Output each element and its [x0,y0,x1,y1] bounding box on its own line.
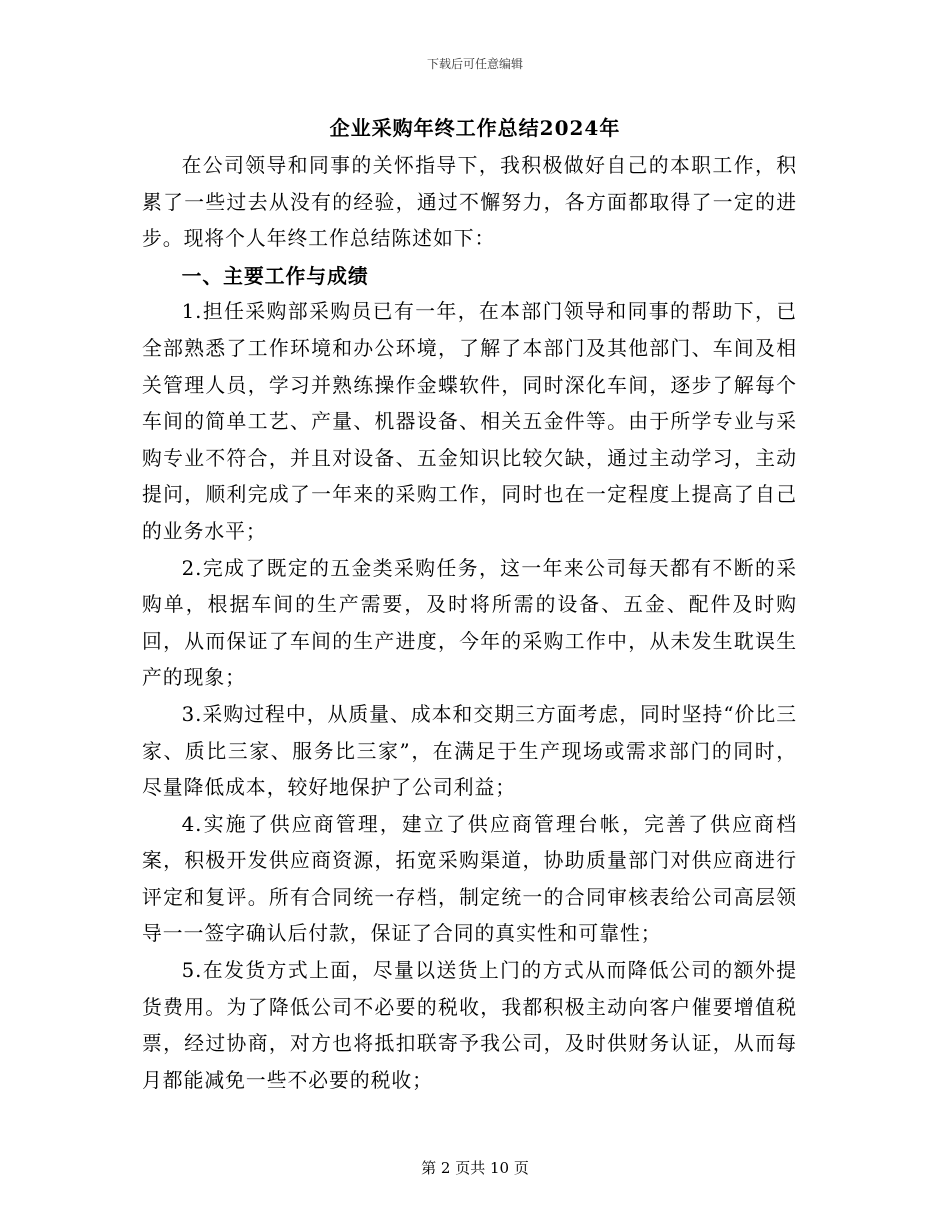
list-item: 3.采购过程中，从质量、成本和交期三方面考虑，同时坚持“价比三家、质比三家、服务比三家”，在满足于生产现场或需求部门的同时，尽量降低成本，较好地保护了公司利益； [142,702,797,800]
list-item: 4.实施了供应商管理，建立了供应商管理台帐，完善了供应商档案，积极开发供应商资源，拓宽采购渠道，协助质量部门对供应商进行评定和复评。所有合同统一存档，制定统一的合同审核表给公司高层领导一一签字确认后付款，保证了合同的真实性和可靠性； [142,812,797,946]
section-heading: 一、主要工作与成绩 [181,263,369,288]
page-header: 下载后可任意编辑 [426,57,523,71]
page-footer: 第 2 页共 10 页 [421,1159,529,1177]
list-item: 5.在发货方式上面，尽量以送货上门的方式从而降低公司的额外提货费用。为了降低公司不必要的税收，我都积极主动向客户催要增值税票，经过协商，对方也将抵扣联寄予我公司，及时供财务认证，从而每月都能减免一些不必要的税收； [142,959,797,1092]
list-item: 2.完成了既定的五金类采购任务，这一年来公司每天都有不断的采购单，根据车间的生产需要，及时将所需的设备、五金、配件及时购回，从而保证了车间的生产进度，今年的采购工作中，从未发生耽误生产的现象； [142,556,797,690]
document-title: 企业采购年终工作总结2024年 [329,116,621,140]
list-item: 1.担任采购部采购员已有一年，在本部门领导和同事的帮助下，已全部熟悉了工作环境和办公环境，了解了本部门及其他部门、车间及相关管理人员，学习并熟练操作金蝶软件，同时深化车间，逐步了解每个车间的简单工艺、产量、机器设备、相关五金件等。由于所学专业与采购专业不符合，并且对设备、五金知识比较欠缺，通过主动学习，主动提问，顺利完成了一年来的采购工作，同时也在一定程度上提高了自己的业务水平； [142,300,797,543]
document-body [142,148,797,1099]
intro-paragraph: 在公司领导和同事的关怀指导下，我积极做好自己的本职工作，积累了一些过去从没有的经验，通过不懈努力，各方面都取得了一定的进步。现将个人年终工作总结陈述如下： [142,154,797,251]
